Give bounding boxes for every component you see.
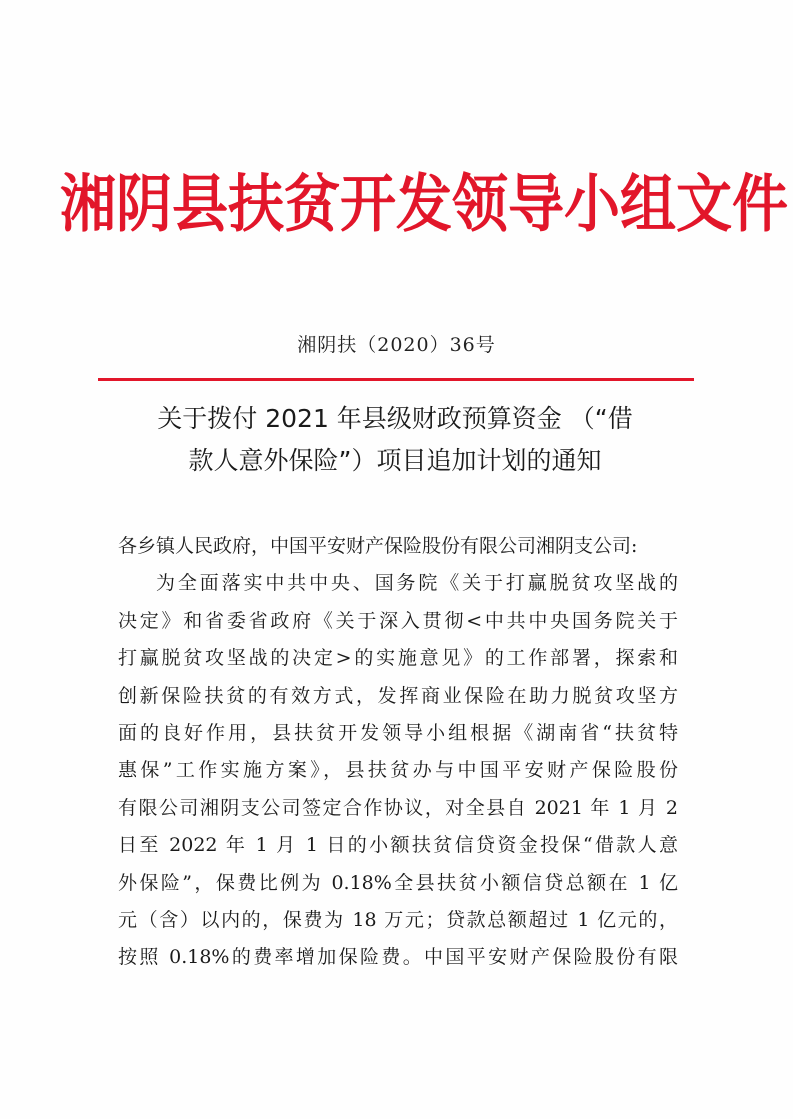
document-body bbox=[118, 528, 678, 977]
body-line: 打赢脱贫攻坚战的决定>的实施意见》的工作部署，探索和 bbox=[118, 647, 678, 670]
body-line: 有限公司湘阴支公司签定合作协议，对全县自 2021 年 1 月 2 bbox=[118, 796, 678, 819]
body-line: 外保险”，保费比例为 0.18%全县扶贫小额信贷总额在 1 亿 bbox=[118, 871, 678, 894]
body-line: 日至 2022 年 1 月 1 日的小额扶贫信贷资金投保“借款人意 bbox=[118, 834, 678, 857]
body-line: 为全面落实中共中央、国务院《关于打赢脱贫攻坚战的 bbox=[156, 572, 678, 595]
document-number: 湘阴扶（2020）36号 bbox=[297, 334, 496, 356]
red-divider-line bbox=[98, 378, 694, 381]
body-line: 决定》和省委省政府《关于深入贯彻<中共中央国务院关于 bbox=[118, 609, 678, 632]
document-title bbox=[100, 398, 690, 482]
body-line: 元（含）以内的，保费为 18 万元；贷款总额超过 1 亿元的， bbox=[118, 909, 678, 932]
title-line-2: 款人意外保险”）项目追加计划的通知 bbox=[188, 446, 602, 475]
body-line: 惠保”工作实施方案》，县扶贫办与中国平安财产保险股份 bbox=[118, 759, 678, 782]
document-masthead: 湘阴县扶贫开发领导小组文件 bbox=[60, 167, 788, 241]
addressee-line: 各乡镇人民政府，中国平安财产保险股份有限公司湘阴支公司: bbox=[118, 535, 638, 557]
title-line-1: 关于拨付 2021 年县级财政预算资金 （“借 bbox=[157, 404, 633, 433]
body-line: 面的良好作用，县扶贫开发领导小组根据《湖南省“扶贫特 bbox=[118, 722, 678, 745]
body-line: 创新保险扶贫的有效方式，发挥商业保险在助力脱贫攻坚方 bbox=[118, 684, 678, 707]
body-line: 按照 0.18%的费率增加保险费。中国平安财产保险股份有限 bbox=[118, 946, 678, 969]
